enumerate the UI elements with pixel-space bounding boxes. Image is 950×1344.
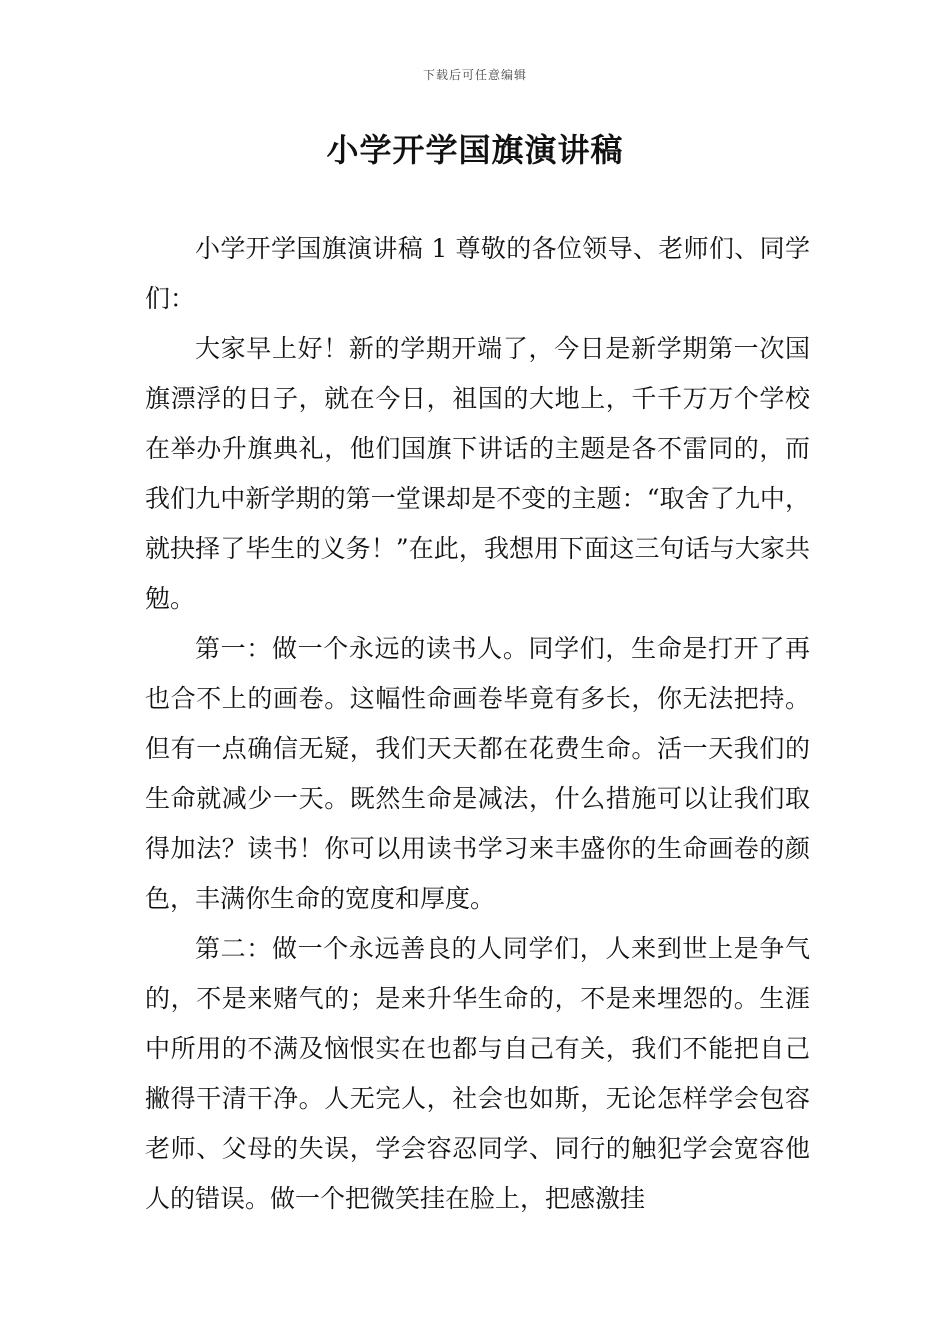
document-body — [145, 224, 810, 1224]
paragraph-salutation: 小学开学国旗演讲稿 1 尊敬的各位领导、老师们、同学们： — [145, 234, 810, 313]
header-note: 下载后可任意编辑 — [422, 68, 527, 82]
paragraph-greeting: 大家早上好！新的学期开端了，今日是新学期第一次国旗漂浮的日子，就在今日，祖国的大地上，千千万万个学校在举办升旗典礼，他们国旗下讲话的主题是各不雷同的，而我们九中新学期的第一堂课却是不变的主题：“取舍了九中，就抉择了毕生的义务！”在此，我想用下面这三句话与大家共勉。 — [145, 334, 810, 613]
paragraph-second-point: 第二：做一个永远善良的人同学们，人来到世上是争气的，不是来赌气的；是来升华生命的，不是来埋怨的。生涯中所用的不满及恼恨实在也都与自己有关，我们不能把自己撇得干清干净。人无完人，社会也如斯，无论怎样学会包容老师、父母的失误，学会容忍同学、同行的触犯学会宽容他人的错误。做一个把微笑挂在脸上，把感激挂 — [145, 934, 810, 1213]
paragraph-first-point: 第一：做一个永远的读书人。同学们，生命是打开了再也合不上的画卷。这幅性命画卷毕竟有多长，你无法把持。但有一点确信无疑，我们天天都在花费生命。活一天我们的生命就减少一天。既然生命是减法，什么措施可以让我们取得加法？读书！你可以用读书学习来丰盛你的生命画卷的颜色，丰满你生命的宽度和厚度。 — [145, 634, 810, 913]
document-title: 小学开学国旗演讲稿 — [326, 131, 624, 169]
